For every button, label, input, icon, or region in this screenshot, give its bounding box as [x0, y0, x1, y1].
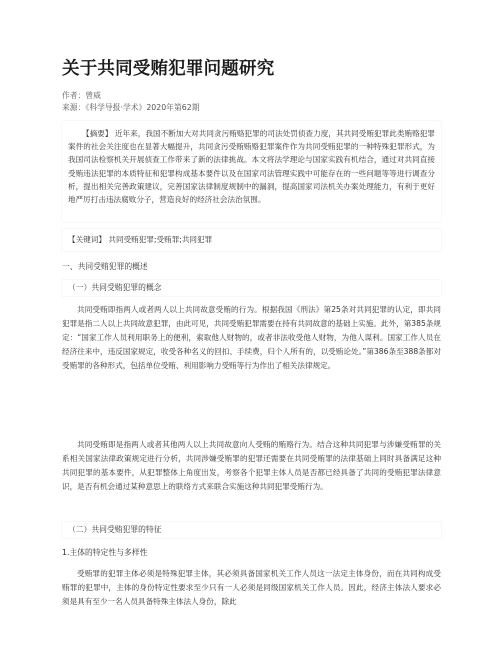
paragraph-2: 共同受贿即是指两人或者其他两人以上共同故意向人受贿的贿赂行为。结合这种共同犯罪与涉嫌受贿罪的关系相关国家法律政策规定进行分析，共同涉嫌受贿罪的犯罪还需要在共同受贿罪的法律基础上同时具备满足这种共同犯罪的基本要件，从犯罪整体上角度出发，考察各个犯罪主体人员是否都已经具备了共同的受贿犯罪法律意识，是否有机会通过某种意思上的联络方式来联合实施这种共同犯罪受贿行为。	[62, 440, 441, 491]
abstract-box: 【摘要】 近年来，我国不断加大对共同贪污贿赂犯罪的司法处罚侦查力度，其共同受贿犯罪此类贿赂犯罪案件的社会关注度也在显著大幅提升，共同贪污受贿贿赂犯罪案件作为共同受贿犯罪的一种特殊犯罪形式，为我国司法检察机关开展侦查工作带来了新的法律挑战。本文将法学理论与国家实践有机结合，通过对共同直接受贿违法犯罪的本质特征和犯罪构成基本要件以及在国家司法管理实践中可能存在的一些问题等等进行调查分析，提出相关完善政策建议，完善国家法律制度规制中的漏洞，提高国家司法机关办案处理能力，有利于更好地严厉打击违法腐败分子，营造良好的经济社会法治氛围。	[62, 121, 441, 222]
subsection-heading-1-1: （一）共同受贿犯罪的概念	[62, 280, 441, 296]
sub-subsection-heading-1: 1.主体的特定性与多样性	[62, 548, 148, 557]
article-author: 作者：曾威	[62, 91, 101, 100]
article-source: 来源：《科学导报·学术》2020年第62期	[62, 103, 200, 112]
paragraph-3: 受贿罪的犯罪主体必须是特殊犯罪主体，其必须具备国家机关工作人员这一法定主体身份，而在共同构成受贿罪的犯罪中，主体的身份特定性要求至少只有一人必须是同级国家机关工作人员。因此，经济主体法人要求必须是具有至少一名人员具备特殊主体法人身份，除此	[62, 569, 441, 606]
section-heading-1: 一、共同受贿犯罪的概述	[62, 262, 148, 271]
article-title: 关于共同受贿犯罪问题研究	[62, 59, 275, 79]
paragraph-1: 共同受贿即指两人或者两人以上共同故意受贿的行为。根据我国《刑法》第25条对共同犯罪的认定，即共同犯罪是指二人以上共同故意犯罪，由此可见，共同受贿犯罪需要在持有共同故意的基础上实施。此外，第385条规定：“国家工作人员利用职务上的便利，索取他人财物的，或者非法收受他人财物，为他人谋利。国家工作人员在经济往来中，违反国家规定，收受各种名义的回扣、手续费，归个人所有的，以受贿论处。”第386条至388条都对受贿罪的各种形式，包括单位受贿、利用影响力受贿等行为作出了相关法律规定。	[62, 305, 441, 370]
subsection-heading-1-2: （二）共同受贿犯罪的特征	[62, 522, 441, 538]
keywords-box: 【关键词】 共同受贿犯罪;受贿罪;共同犯罪	[62, 229, 441, 251]
